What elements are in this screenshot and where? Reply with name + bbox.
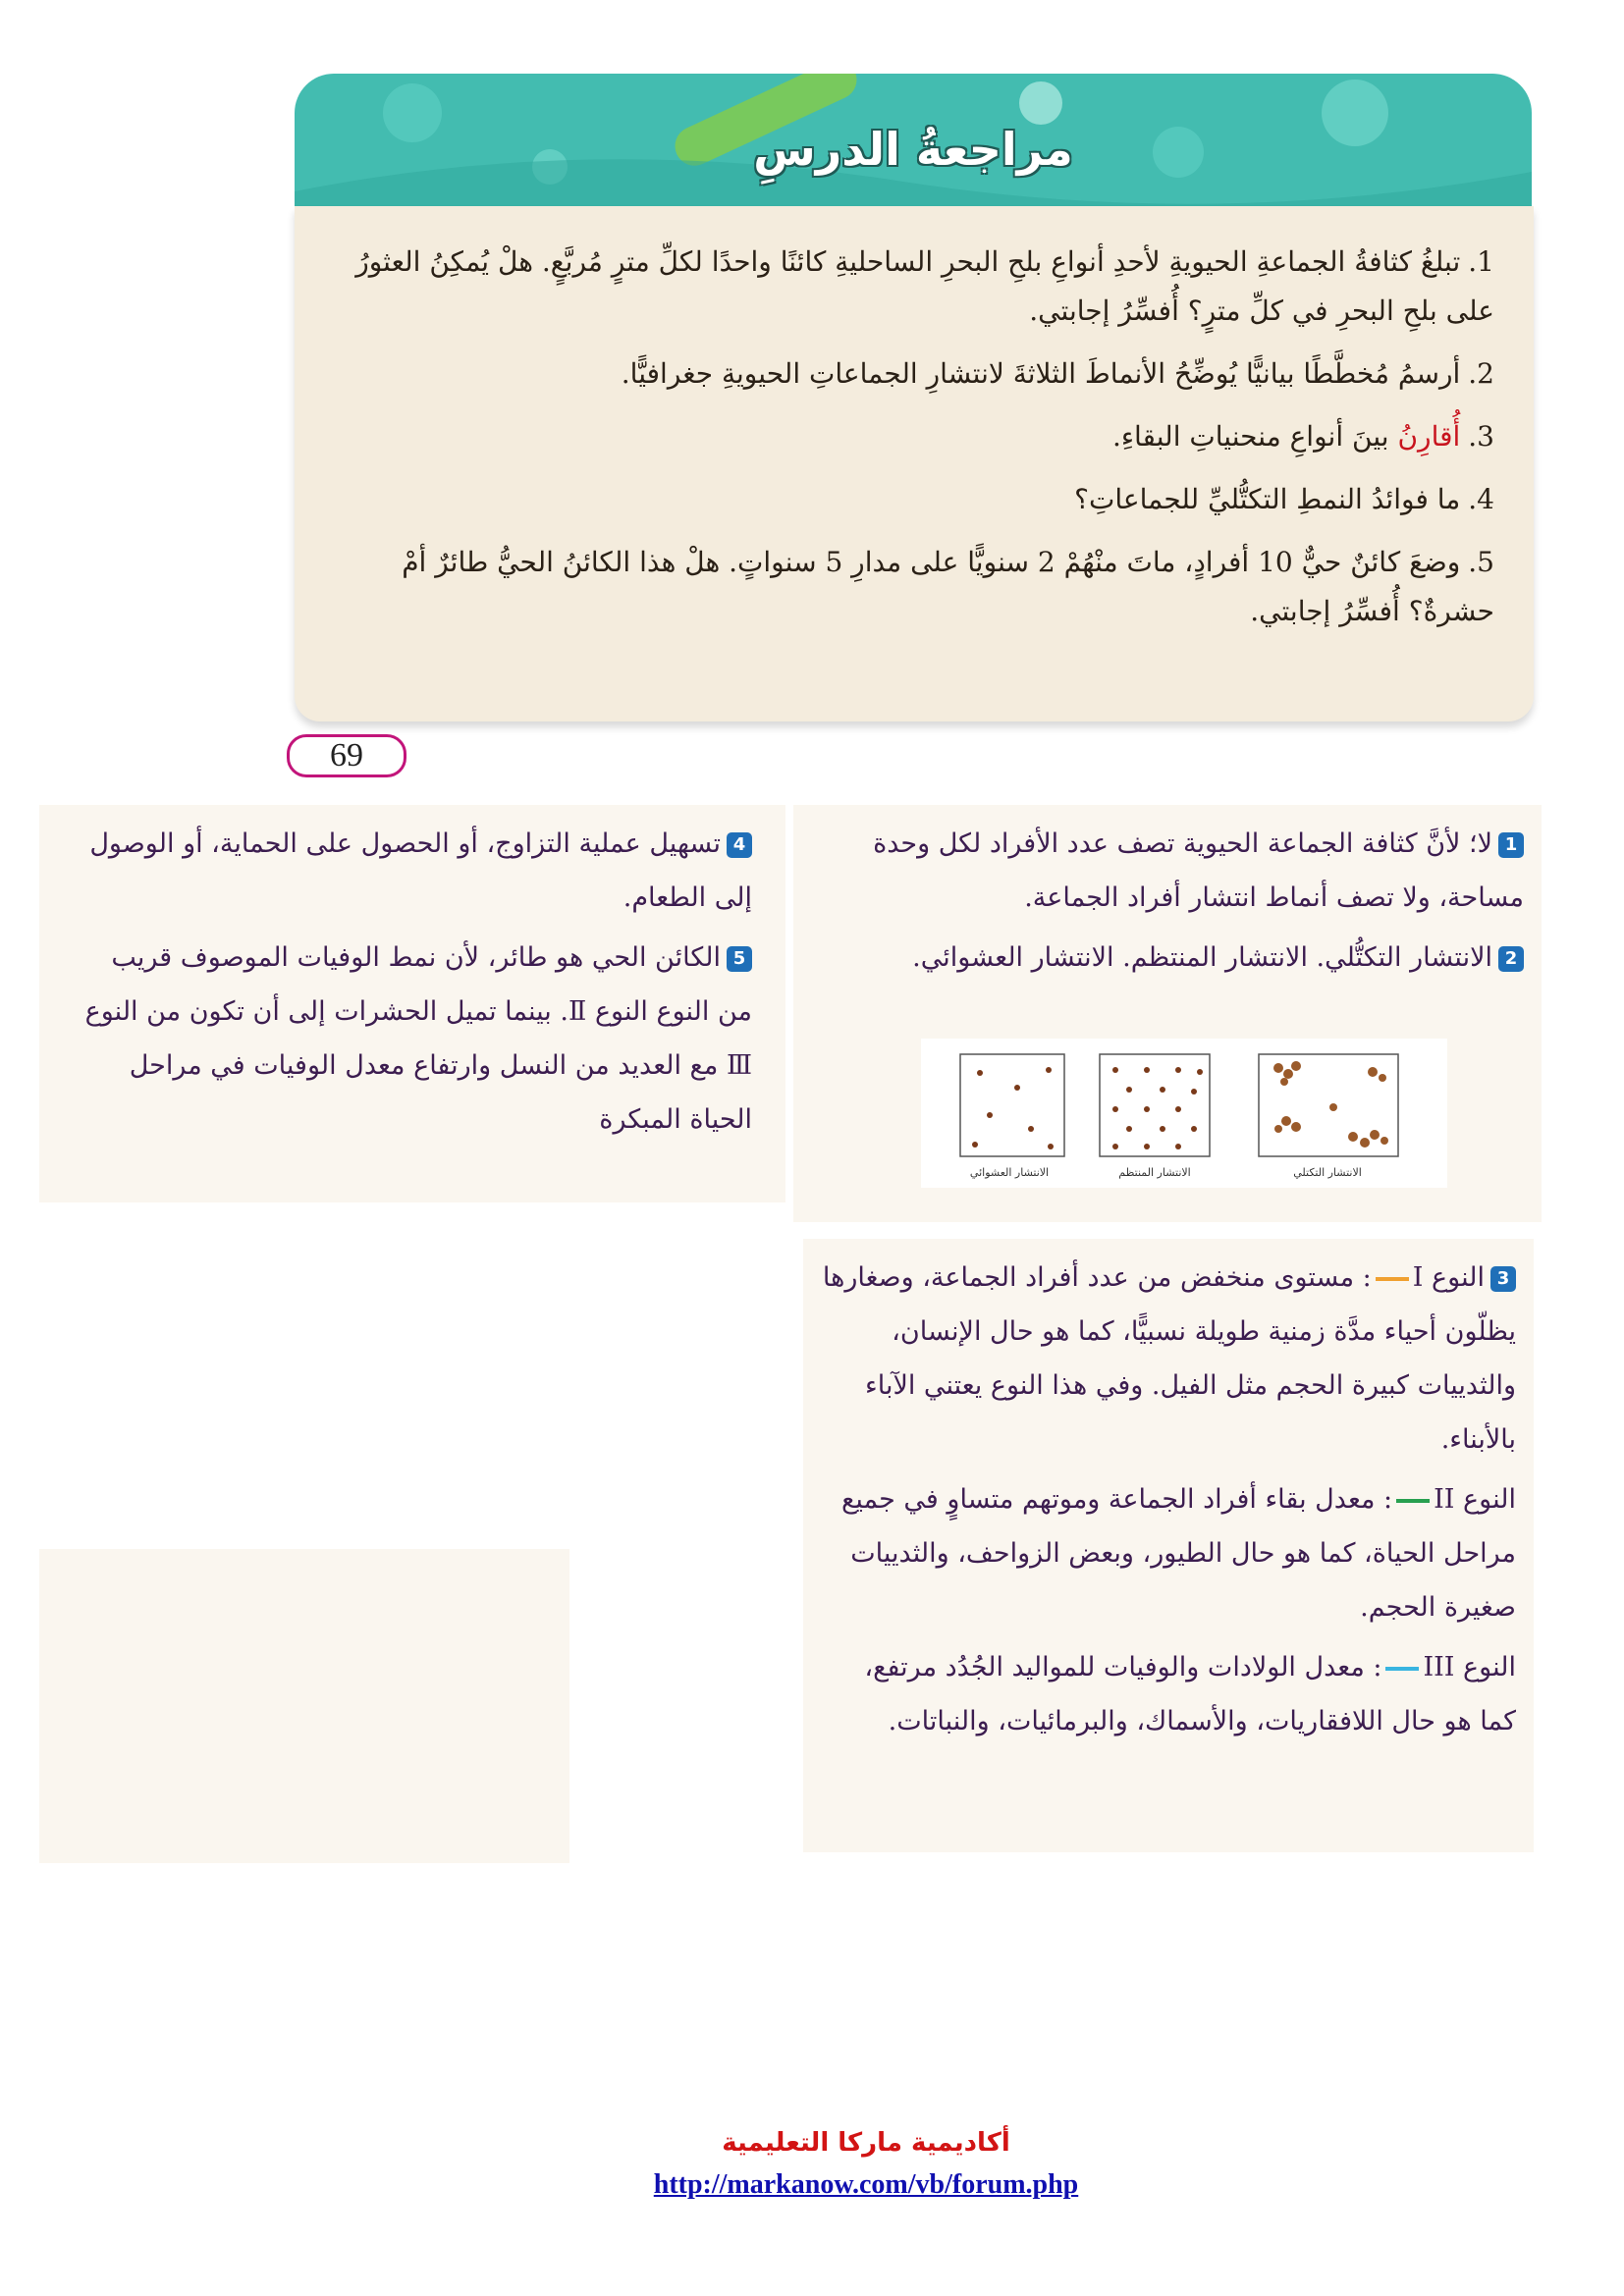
answer-badge: 4 — [727, 832, 752, 858]
empty-answer-panel — [39, 1549, 569, 1863]
question-number: 3. — [1468, 420, 1494, 453]
question-4 — [334, 475, 1494, 524]
caption-clumped: الانتشار التكتلي — [1293, 1166, 1362, 1179]
answer-3-panel — [803, 1239, 1534, 1852]
question-text: أرسمُ مُخطَّطًا بيانيًّا يُوضِّحُ الأنماطَ الثلاثةَ لانتشارِ الجماعاتِ الحيويةِ جغرافيًّا. — [621, 357, 1461, 390]
answer-3-type1 — [821, 1251, 1516, 1467]
answer-badge: 5 — [727, 946, 752, 972]
answer-text: الانتشار التكتُّلي. الانتشار المنتظم. الانتشار العشوائي. — [912, 942, 1492, 973]
answer-badge: 2 — [1498, 946, 1524, 972]
footer-academy-name: أكاديمية ماركا التعليمية — [722, 2128, 1010, 2158]
question-text: وضعَ كائنٌ حيٌّ 10 أفرادٍ، ماتَ منْهُمْ 2 سنويًّا على مدارِ 5 سنواتٍ. هلْ هذا الكائنُ الحيُّ طائرٌ أمْ حشرةٌ؟ أُفسِّرُ إجابتي. — [402, 546, 1494, 627]
type1-text: : مستوى منخفض من عدد أفراد الجماعة، وصغارها يظلّون أحياء مدَّة زمنية طويلة نسبيًّا، كما هو حال الإنسان، والثدييات كبيرة الحجم مثل الفيل. وفي هذا النوع يعتني الآباء بالأبناء. — [822, 1262, 1516, 1455]
footer-forum-link[interactable]: http://markanow.com/vb/forum.php — [653, 2169, 1079, 2200]
question-5 — [334, 538, 1494, 636]
answer-text: تسهيل عملية التزاوج، أو الحصول على الحماية، أو الوصول إلى الطعام. — [89, 828, 752, 913]
question-number: 2. — [1468, 357, 1494, 390]
question-3 — [334, 412, 1494, 461]
lesson-review-banner — [295, 74, 1532, 211]
type1-label: النوع I — [1412, 1262, 1485, 1293]
answer-2 — [811, 931, 1524, 985]
answer-3-type2 — [821, 1472, 1516, 1634]
type2-line-icon — [1396, 1499, 1430, 1503]
review-questions-box — [295, 206, 1534, 721]
question-verb: أُقارِنُ — [1397, 420, 1461, 453]
question-number: 4. — [1468, 483, 1494, 515]
question-2 — [334, 349, 1494, 399]
type2-label: النوع II — [1434, 1484, 1516, 1515]
question-number: 1. — [1468, 245, 1494, 278]
answer-badge: 1 — [1498, 832, 1524, 858]
answer-badge: 3 — [1490, 1266, 1516, 1292]
answer-text: لا؛ لأنَّ كثافة الجماعة الحيوية تصف عدد الأفراد لكل وحدة مساحة، ولا تصف أنماط انتشار أفراد الجماعة. — [873, 828, 1524, 913]
question-text: ما فوائدُ النمطِ التكتُّليِّ للجماعاتِ؟ — [1074, 483, 1461, 515]
question-1 — [334, 238, 1494, 336]
type2-text: : معدل بقاء أفراد الجماعة وموتهم متساوٍ في جميع مراحل الحياة، كما هو حال الطيور، وبعض الزواحف، والثدييات صغيرة الحجم. — [841, 1484, 1516, 1623]
caption-random: الانتشار العشوائي — [969, 1166, 1050, 1179]
caption-uniform: الانتشار المنتظم — [1118, 1166, 1191, 1179]
type3-line-icon — [1385, 1667, 1419, 1671]
answer-5 — [69, 931, 752, 1147]
question-number: 5. — [1468, 546, 1494, 578]
answer-3-type3 — [821, 1640, 1516, 1748]
answer-text: الكائن الحي هو طائر، لأن نمط الوفيات الموصوف قريب من النوع النوع Ⅱ. بينما تميل الحشرات إلى أن تكون من النوع Ⅲ مع العديد من النسل وارتفاع معدل الوفيات في مراحل الحياة المبكرة — [84, 942, 752, 1135]
review-title: مراجعةُ الدرسِ — [753, 123, 1073, 176]
type3-label: النوع III — [1423, 1652, 1516, 1682]
answers-panel-4-5 — [39, 805, 785, 1202]
question-text: تبلغُ كثافةُ الجماعةِ الحيويةِ لأحدِ أنواعِ بلحِ البحرِ الساحليةِ كائنًا واحدًا لكلِّ مترٍ مُربَّعٍ. هلْ يُمكِنُ العثورُ على بلحِ البحرِ في كلِّ مترٍ؟ أُفسِّرُ إجابتي. — [355, 245, 1494, 327]
type3-text: : معدل الولادات والوفيات للمواليد الجُدُد مرتفع، كما هو حال اللافقاريات، والأسماك، والبرمائيات، والنباتات. — [864, 1652, 1516, 1736]
answer-1 — [811, 817, 1524, 925]
question-text: بينَ أنواعِ منحنياتِ البقاءِ. — [1111, 420, 1389, 453]
page-number: 69 — [287, 734, 406, 777]
answer-4 — [69, 817, 752, 925]
type1-line-icon — [1376, 1277, 1409, 1281]
dispersion-patterns-figure — [921, 1039, 1447, 1188]
